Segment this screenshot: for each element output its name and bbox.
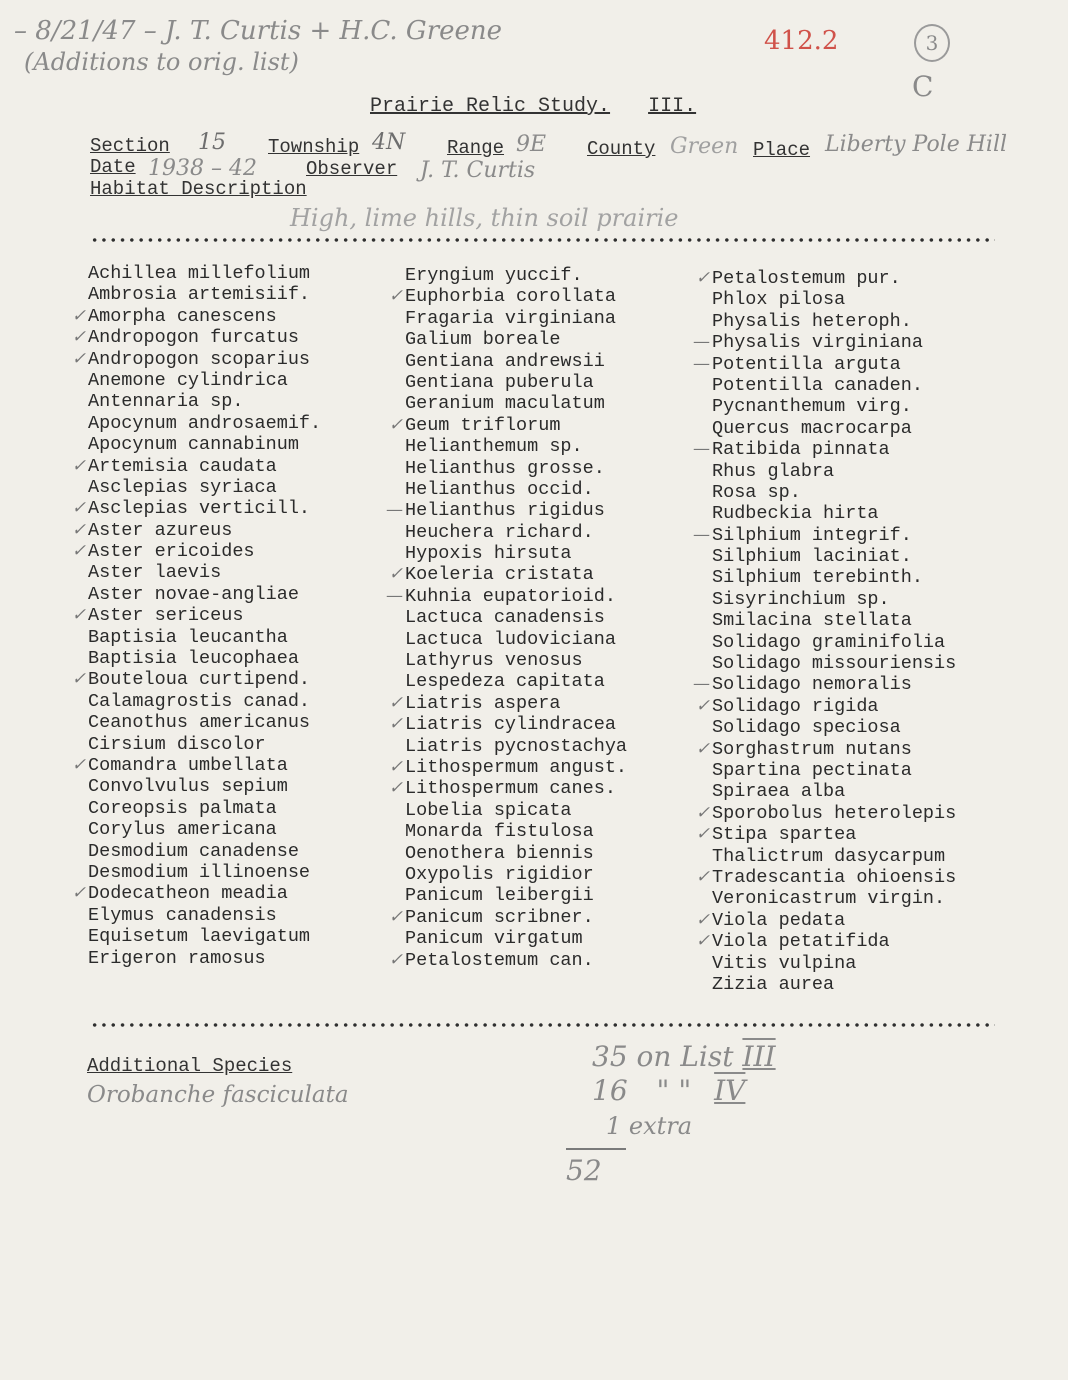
species-name: Solidago graminifolia (712, 631, 946, 653)
check-mark-icon: ✓ (388, 414, 403, 435)
tally-count-2: 16 (592, 1074, 628, 1107)
species-entry (388, 714, 627, 736)
species-entry (88, 562, 321, 583)
species-column-3 (693, 268, 957, 995)
species-entry (405, 650, 627, 671)
species-name: Achillea millefolium (88, 263, 311, 284)
species-name: Oxypolis rigidior (405, 863, 594, 885)
species-entry (405, 351, 627, 372)
check-mark-icon: ✓ (695, 909, 710, 930)
species-name: Liatris cylindracea (405, 714, 616, 736)
check-mark-icon: — (693, 353, 710, 374)
species-name: Desmodium canadense (88, 840, 299, 862)
species-entry (71, 305, 321, 327)
species-entry (388, 949, 627, 971)
species-entry (712, 396, 956, 417)
species-name: Viola pedata (712, 909, 846, 931)
species-entry (388, 692, 627, 714)
species-entry (88, 434, 321, 455)
species-name: Lespedeza capitata (405, 671, 605, 693)
species-entry (71, 327, 321, 349)
species-name: Ceanothus americanus (88, 712, 311, 734)
species-name: Convolvulus sepium (88, 776, 288, 798)
section-value: 15 (198, 130, 226, 155)
file-number: 412.2 (764, 26, 839, 56)
species-name: Solidago speciosa (712, 717, 901, 739)
species-name: Panicum scribner. (405, 906, 594, 928)
township-label: Township (268, 136, 360, 158)
species-entry (71, 754, 321, 776)
species-entry (405, 329, 627, 350)
species-entry (405, 479, 627, 500)
species-entry (712, 567, 956, 588)
species-name: Equisetum laevigatum (88, 926, 311, 948)
species-name: Rudbeckia hirta (712, 503, 879, 525)
species-name: Amorpha canescens (88, 305, 277, 327)
check-mark-icon: ✓ (71, 605, 86, 626)
habitat-value: High, lime hills, thin soil prairie (290, 204, 679, 232)
species-name: Geranium maculatum (405, 393, 605, 415)
species-name: Anemone cylindrica (88, 369, 288, 391)
species-entry (71, 669, 321, 691)
species-name: Pycnanthemum virg. (712, 396, 912, 418)
check-mark-icon: ✓ (71, 754, 86, 775)
species-entry (695, 738, 956, 760)
tally-line-1 (592, 1040, 776, 1073)
species-entry (712, 589, 956, 610)
species-entry (405, 928, 627, 949)
species-name: Ratibida pinnata (712, 439, 890, 461)
species-name: Cirsium discolor (88, 733, 266, 755)
species-name: Koeleria cristata (405, 564, 594, 586)
species-name: Helianthus occid. (405, 478, 594, 500)
check-mark-icon: ✓ (695, 931, 710, 952)
species-name: Solidago rigida (712, 695, 879, 717)
place-value: Liberty Pole Hill (825, 132, 1008, 157)
species-entry (405, 436, 627, 457)
species-entry (712, 846, 956, 867)
species-name: Antennaria sp. (88, 391, 244, 413)
species-name: Helianthus grosse. (405, 457, 605, 479)
species-name: Spiraea alba (712, 781, 846, 803)
species-entry (693, 439, 956, 461)
species-column-2 (386, 265, 628, 971)
document-title (370, 95, 696, 118)
species-name: Lactuca ludoviciana (405, 628, 616, 650)
species-name: Baptisia leucantha (88, 626, 288, 648)
place-label: Place (753, 139, 811, 161)
species-name: Lithospermum canes. (405, 778, 616, 800)
species-name: Desmodium illinoense (88, 861, 311, 883)
check-mark-icon: ✓ (695, 268, 710, 288)
species-entry (712, 503, 956, 524)
species-entry (71, 605, 321, 627)
species-name: Panicum virgatum (405, 928, 583, 950)
species-name: Quercus macrocarpa (712, 417, 912, 439)
species-name: Solidago nemoralis (712, 674, 912, 696)
species-entry (712, 653, 956, 674)
species-entry (71, 541, 321, 563)
date-label: Date (90, 156, 136, 178)
species-entry (405, 522, 627, 543)
species-name: Apocynum androsaemif. (88, 412, 322, 434)
check-mark-icon: ✓ (71, 327, 86, 348)
species-name: Gentiana puberula (405, 371, 594, 393)
species-entry (712, 311, 956, 332)
species-entry (405, 607, 627, 628)
species-entry (712, 610, 956, 631)
species-name: Fragaria virginiana (405, 307, 616, 329)
species-name: Comandra umbellata (88, 754, 288, 776)
species-entry (712, 461, 956, 482)
species-entry (712, 418, 956, 439)
check-mark-icon: ✓ (388, 714, 403, 735)
title-text: Prairie Relic Study. (370, 95, 611, 118)
species-entry (71, 498, 321, 520)
species-entry (88, 819, 321, 840)
species-name: Physalis heteroph. (712, 310, 912, 332)
county-label: County (587, 138, 656, 160)
species-name: Corylus americana (88, 819, 277, 841)
species-name: Aster azureus (88, 519, 233, 541)
check-mark-icon: — (693, 439, 710, 460)
circled-number: 3 (914, 24, 950, 62)
species-entry (695, 866, 957, 888)
species-entry (88, 263, 321, 284)
species-entry (405, 843, 627, 864)
species-entry (695, 931, 956, 953)
check-mark-icon: ✓ (388, 692, 403, 713)
species-entry (71, 519, 321, 541)
species-name: Galium boreale (405, 329, 561, 351)
species-entry (405, 629, 627, 650)
species-entry (712, 546, 956, 567)
species-entry (88, 862, 321, 883)
tally-text-1: on List (636, 1040, 734, 1073)
check-mark-icon: ✓ (695, 866, 710, 887)
dotted-separator-bottom (90, 1023, 995, 1027)
species-entry (405, 393, 627, 414)
species-entry (712, 482, 956, 503)
species-name: Silphium laciniat. (712, 546, 912, 568)
species-name: Viola petatifida (712, 931, 890, 953)
species-entry (88, 926, 321, 947)
habitat-label: Habitat Description (90, 178, 307, 200)
township-value: 4N (372, 130, 406, 155)
date-value: 1938 – 42 (148, 156, 257, 181)
species-entry (88, 712, 321, 733)
check-mark-icon: ✓ (71, 455, 86, 476)
species-name: Veronicastrum virgin. (712, 888, 946, 910)
species-name: Lactuca canadensis (405, 607, 605, 629)
species-name: Tradescantia ohioensis (712, 866, 957, 888)
check-mark-icon: ✓ (71, 305, 86, 326)
species-entry (693, 674, 956, 696)
check-mark-icon: ✓ (71, 883, 86, 904)
check-mark-icon: — (693, 332, 710, 353)
species-column-1 (71, 263, 322, 969)
species-entry (712, 717, 956, 738)
species-name: Helianthemum sp. (405, 436, 583, 458)
species-entry (405, 885, 627, 906)
species-name: Petalostemum can. (405, 949, 594, 971)
species-entry (405, 458, 627, 479)
species-name: Liatris pycnostachya (405, 735, 628, 757)
species-entry (712, 974, 956, 995)
species-name: Lithospermum angust. (405, 756, 628, 778)
species-entry (88, 776, 321, 797)
species-entry (88, 413, 321, 434)
check-mark-icon: ✓ (388, 756, 403, 777)
species-entry (405, 821, 627, 842)
species-entry (712, 632, 956, 653)
species-entry (712, 760, 956, 781)
tally-list-2: IV (714, 1074, 746, 1107)
handwritten-additions-note: (Additions to orig. list) (24, 48, 299, 76)
species-entry (88, 584, 321, 605)
tally-text-2: " " (656, 1074, 692, 1107)
species-name: Heuchera richard. (405, 521, 594, 543)
species-name: Thalictrum dasycarpum (712, 845, 946, 867)
check-mark-icon: ✓ (388, 778, 403, 799)
species-name: Aster sericeus (88, 605, 244, 627)
species-entry (405, 800, 627, 821)
species-entry (405, 671, 627, 692)
species-name: Rosa sp. (712, 481, 801, 503)
species-entry (695, 695, 956, 717)
species-name: Artemisia caudata (88, 455, 277, 477)
dotted-separator-top (90, 238, 995, 242)
species-name: Gentiana andrewsii (405, 350, 605, 372)
species-name: Sporobolus heterolepis (712, 802, 957, 824)
species-entry (695, 909, 956, 931)
species-entry (388, 286, 627, 308)
handwritten-date-note: – 8/21/47 – J. T. Curtis + H.C. Greene (14, 16, 503, 46)
check-mark-icon: ✓ (388, 286, 403, 307)
tally-line-3: 1 extra (606, 1112, 693, 1140)
species-name: Eryngium yuccif. (405, 265, 583, 286)
tally-sum-rule (566, 1148, 626, 1150)
species-name: Asclepias syriaca (88, 476, 277, 498)
species-name: Potentilla arguta (712, 353, 901, 375)
tally-list-1: III (742, 1040, 776, 1073)
letter-mark: C (912, 70, 934, 103)
check-mark-icon: — (386, 585, 403, 606)
species-entry (712, 953, 956, 974)
species-name: Sorghastrum nutans (712, 738, 912, 760)
check-mark-icon: ✓ (71, 669, 86, 690)
species-entry (693, 332, 956, 354)
additional-species-value: Orobanche fasciculata (87, 1082, 349, 1108)
species-entry (712, 375, 956, 396)
species-name: Elymus canadensis (88, 904, 277, 926)
species-name: Vitis vulpina (712, 952, 857, 974)
species-name: Coreopsis palmata (88, 797, 277, 819)
species-name: Rhus glabra (712, 460, 835, 482)
species-name: Lobelia spicata (405, 799, 572, 821)
species-name: Andropogon scoparius (88, 348, 311, 370)
species-entry (88, 905, 321, 926)
species-name: Calamagrostis canad. (88, 690, 311, 712)
species-entry (388, 564, 627, 586)
check-mark-icon: ✓ (388, 949, 403, 970)
species-entry (405, 864, 627, 885)
check-mark-icon: ✓ (695, 824, 710, 845)
check-mark-icon: ✓ (71, 519, 86, 540)
species-name: Solidago missouriensis (712, 653, 957, 675)
species-name: Geum triflorum (405, 414, 561, 436)
check-mark-icon: ✓ (71, 498, 86, 519)
species-entry (388, 756, 628, 778)
species-name: Lathyrus venosus (405, 650, 583, 672)
additional-species-label: Additional Species (87, 1055, 293, 1077)
species-name: Stipa spartea (712, 824, 857, 846)
species-name: Erigeron ramosus (88, 947, 266, 969)
species-name: Physalis virginiana (712, 332, 923, 354)
species-entry (388, 906, 627, 928)
species-name: Dodecatheon meadia (88, 883, 288, 905)
species-name: Potentilla canaden. (712, 374, 923, 396)
species-name: Bouteloua curtipend. (88, 669, 311, 691)
species-entry (88, 477, 321, 498)
species-entry (405, 265, 627, 286)
species-name: Aster novae-angliae (88, 583, 299, 605)
species-name: Aster ericoides (88, 541, 255, 563)
species-entry (88, 284, 321, 305)
species-name: Helianthus rigidus (405, 500, 605, 522)
species-entry (695, 824, 956, 846)
check-mark-icon: — (693, 524, 710, 545)
species-entry (88, 798, 321, 819)
species-entry (712, 781, 956, 802)
check-mark-icon: ✓ (695, 802, 710, 823)
species-entry (71, 348, 321, 370)
species-name: Phlox pilosa (712, 289, 846, 311)
species-entry (386, 585, 627, 607)
check-mark-icon: ✓ (388, 906, 403, 927)
observer-value: J. T. Curtis (420, 158, 536, 183)
species-name: Ambrosia artemisiif. (88, 284, 311, 306)
species-name: Aster laevis (88, 562, 222, 584)
species-name: Monarda fistulosa (405, 821, 594, 843)
section-label: Section (90, 135, 170, 157)
species-name: Kuhnia eupatorioid. (405, 585, 616, 607)
species-name: Petalostemum pur. (712, 268, 901, 289)
range-label: Range (447, 137, 505, 159)
tally-count-1: 35 (592, 1040, 628, 1073)
species-entry (695, 268, 956, 289)
species-name: Euphorbia corollata (405, 286, 616, 308)
species-entry (405, 736, 627, 757)
species-entry (71, 455, 321, 477)
species-entry (71, 883, 321, 905)
species-entry (88, 948, 321, 969)
species-name: Sisyrinchium sp. (712, 588, 890, 610)
species-entry (88, 370, 321, 391)
check-mark-icon: ✓ (71, 348, 86, 369)
county-value: Green (670, 134, 739, 159)
species-entry (388, 414, 627, 436)
species-name: Asclepias verticill. (88, 498, 311, 520)
species-name: Oenothera biennis (405, 842, 594, 864)
species-name: Panicum leibergii (405, 885, 594, 907)
species-entry (88, 391, 321, 412)
tally-line-2 (592, 1074, 745, 1107)
species-name: Liatris aspera (405, 692, 561, 714)
species-entry (88, 841, 321, 862)
species-entry (405, 543, 627, 564)
species-name: Silphium terebinth. (712, 567, 923, 589)
species-entry (88, 734, 321, 755)
check-mark-icon: — (693, 674, 710, 695)
check-mark-icon: ✓ (695, 738, 710, 759)
check-mark-icon: — (386, 500, 403, 521)
species-entry (405, 372, 627, 393)
species-name: Hypoxis hirsuta (405, 543, 572, 565)
range-value: 9E (516, 132, 547, 157)
species-entry (712, 888, 956, 909)
species-entry (88, 691, 321, 712)
title-roman: III. (648, 95, 697, 118)
species-name: Andropogon furcatus (88, 327, 299, 349)
tally-total: 52 (566, 1154, 602, 1187)
species-entry (695, 802, 957, 824)
species-entry (388, 778, 627, 800)
species-name: Apocynum cannabinum (88, 434, 299, 456)
check-mark-icon: ✓ (388, 564, 403, 585)
species-name: Zizia aurea (712, 973, 835, 995)
observer-label: Observer (306, 158, 398, 180)
species-name: Silphium integrif. (712, 524, 912, 546)
species-entry (386, 500, 627, 522)
check-mark-icon: ✓ (71, 541, 86, 562)
species-entry (693, 353, 956, 375)
species-entry (405, 308, 627, 329)
species-entry (88, 627, 321, 648)
species-entry (88, 648, 321, 669)
species-entry (712, 289, 956, 310)
check-mark-icon: ✓ (695, 695, 710, 716)
species-name: Smilacina stellata (712, 610, 912, 632)
species-entry (693, 524, 956, 546)
species-name: Baptisia leucophaea (88, 648, 299, 670)
species-name: Spartina pectinata (712, 759, 912, 781)
